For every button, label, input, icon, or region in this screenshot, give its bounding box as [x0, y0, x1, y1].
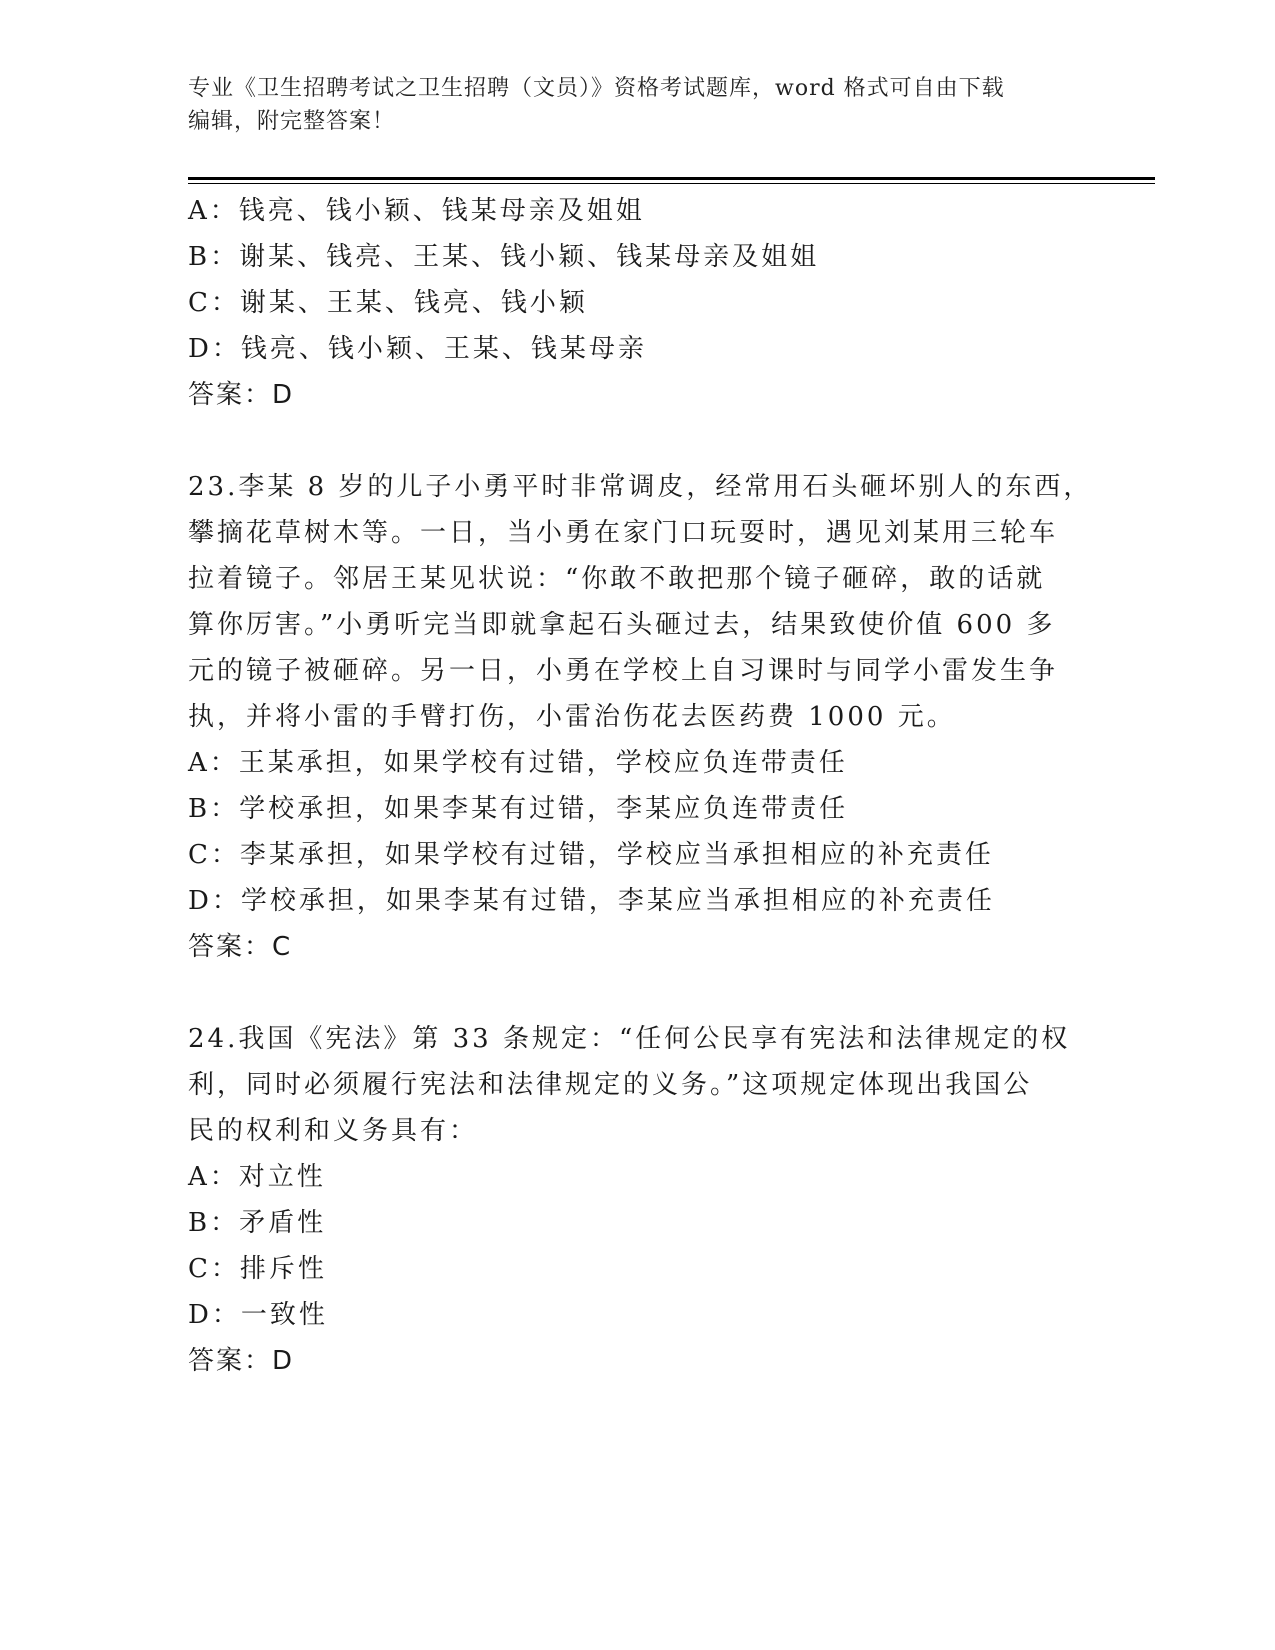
question-stem-line: 24.我国《宪法》第 33 条规定：“任何公民享有宪法和法律规定的权 [188, 1024, 1071, 1054]
option-a: A：对立性 [188, 1162, 326, 1192]
option-c: C：李某承担，如果学校有过错，学校应当承担相应的补充责任 [188, 840, 994, 870]
question-spacer [188, 970, 1068, 1016]
header-line-1: 专业《卫生招聘考试之卫生招聘（文员）》资格考试题库，word 格式可自由下载 [188, 76, 1005, 101]
option-a: A：王某承担，如果学校有过错，学校应负连带责任 [188, 748, 848, 778]
question-stem-line: 元的镜子被砸碎。另一日，小勇在学校上自习课时与同学小雷发生争 [188, 656, 1059, 686]
option-b: B：学校承担，如果李某有过错，李某应负连带责任 [188, 794, 849, 824]
question-stem-line: 执，并将小雷的手臂打伤，小雷治伤花去医药费 1000 元。 [188, 702, 956, 732]
question-stem-line: 23.李某 8 岁的儿子小勇平时非常调皮，经常用石头砸坏别人的东西， [188, 472, 1093, 502]
option-d: D：钱亮、钱小颖、王某、钱某母亲 [188, 334, 647, 364]
answer-line: 答案：C [188, 932, 293, 962]
answer-line: 答案：D [188, 1346, 295, 1376]
option-c: C：谢某、王某、钱亮、钱小颖 [188, 288, 588, 318]
header-rule-thick [188, 177, 1155, 180]
document-header [188, 72, 1088, 138]
question-stem-line: 民的权利和义务具有： [188, 1116, 479, 1146]
question-stem-line: 利，同时必须履行宪法和法律规定的义务。”这项规定体现出我国公 [188, 1070, 1033, 1100]
header-rule-thin [188, 183, 1155, 184]
question-content [188, 188, 1093, 1384]
option-d: D：学校承担，如果李某有过错，李某应当承担相应的补充责任 [188, 886, 995, 916]
question-spacer [188, 418, 1068, 464]
option-d: D：一致性 [188, 1300, 328, 1330]
question-22 [188, 188, 1068, 418]
question-stem-line: 攀摘花草树木等。一日，当小勇在家门口玩耍时，遇见刘某用三轮车 [188, 518, 1059, 548]
question-24 [188, 1016, 1071, 1384]
option-b: B：谢某、钱亮、王某、钱小颖、钱某母亲及姐姐 [188, 242, 820, 272]
question-stem-line: 算你厉害。”小勇听完当即就拿起石头砸过去，结果致使价值 600 多 [188, 610, 1056, 640]
header-line-2: 编辑，附完整答案！ [188, 109, 396, 134]
question-23 [188, 464, 1093, 970]
option-b: B：矛盾性 [188, 1208, 327, 1238]
answer-line: 答案：D [188, 380, 295, 410]
option-a: A：钱亮、钱小颖、钱某母亲及姐姐 [188, 196, 645, 226]
question-stem-line: 拉着镜子。邻居王某见状说：“你敢不敢把那个镜子砸碎，敢的话就 [188, 564, 1046, 594]
option-c: C：排斥性 [188, 1254, 327, 1284]
